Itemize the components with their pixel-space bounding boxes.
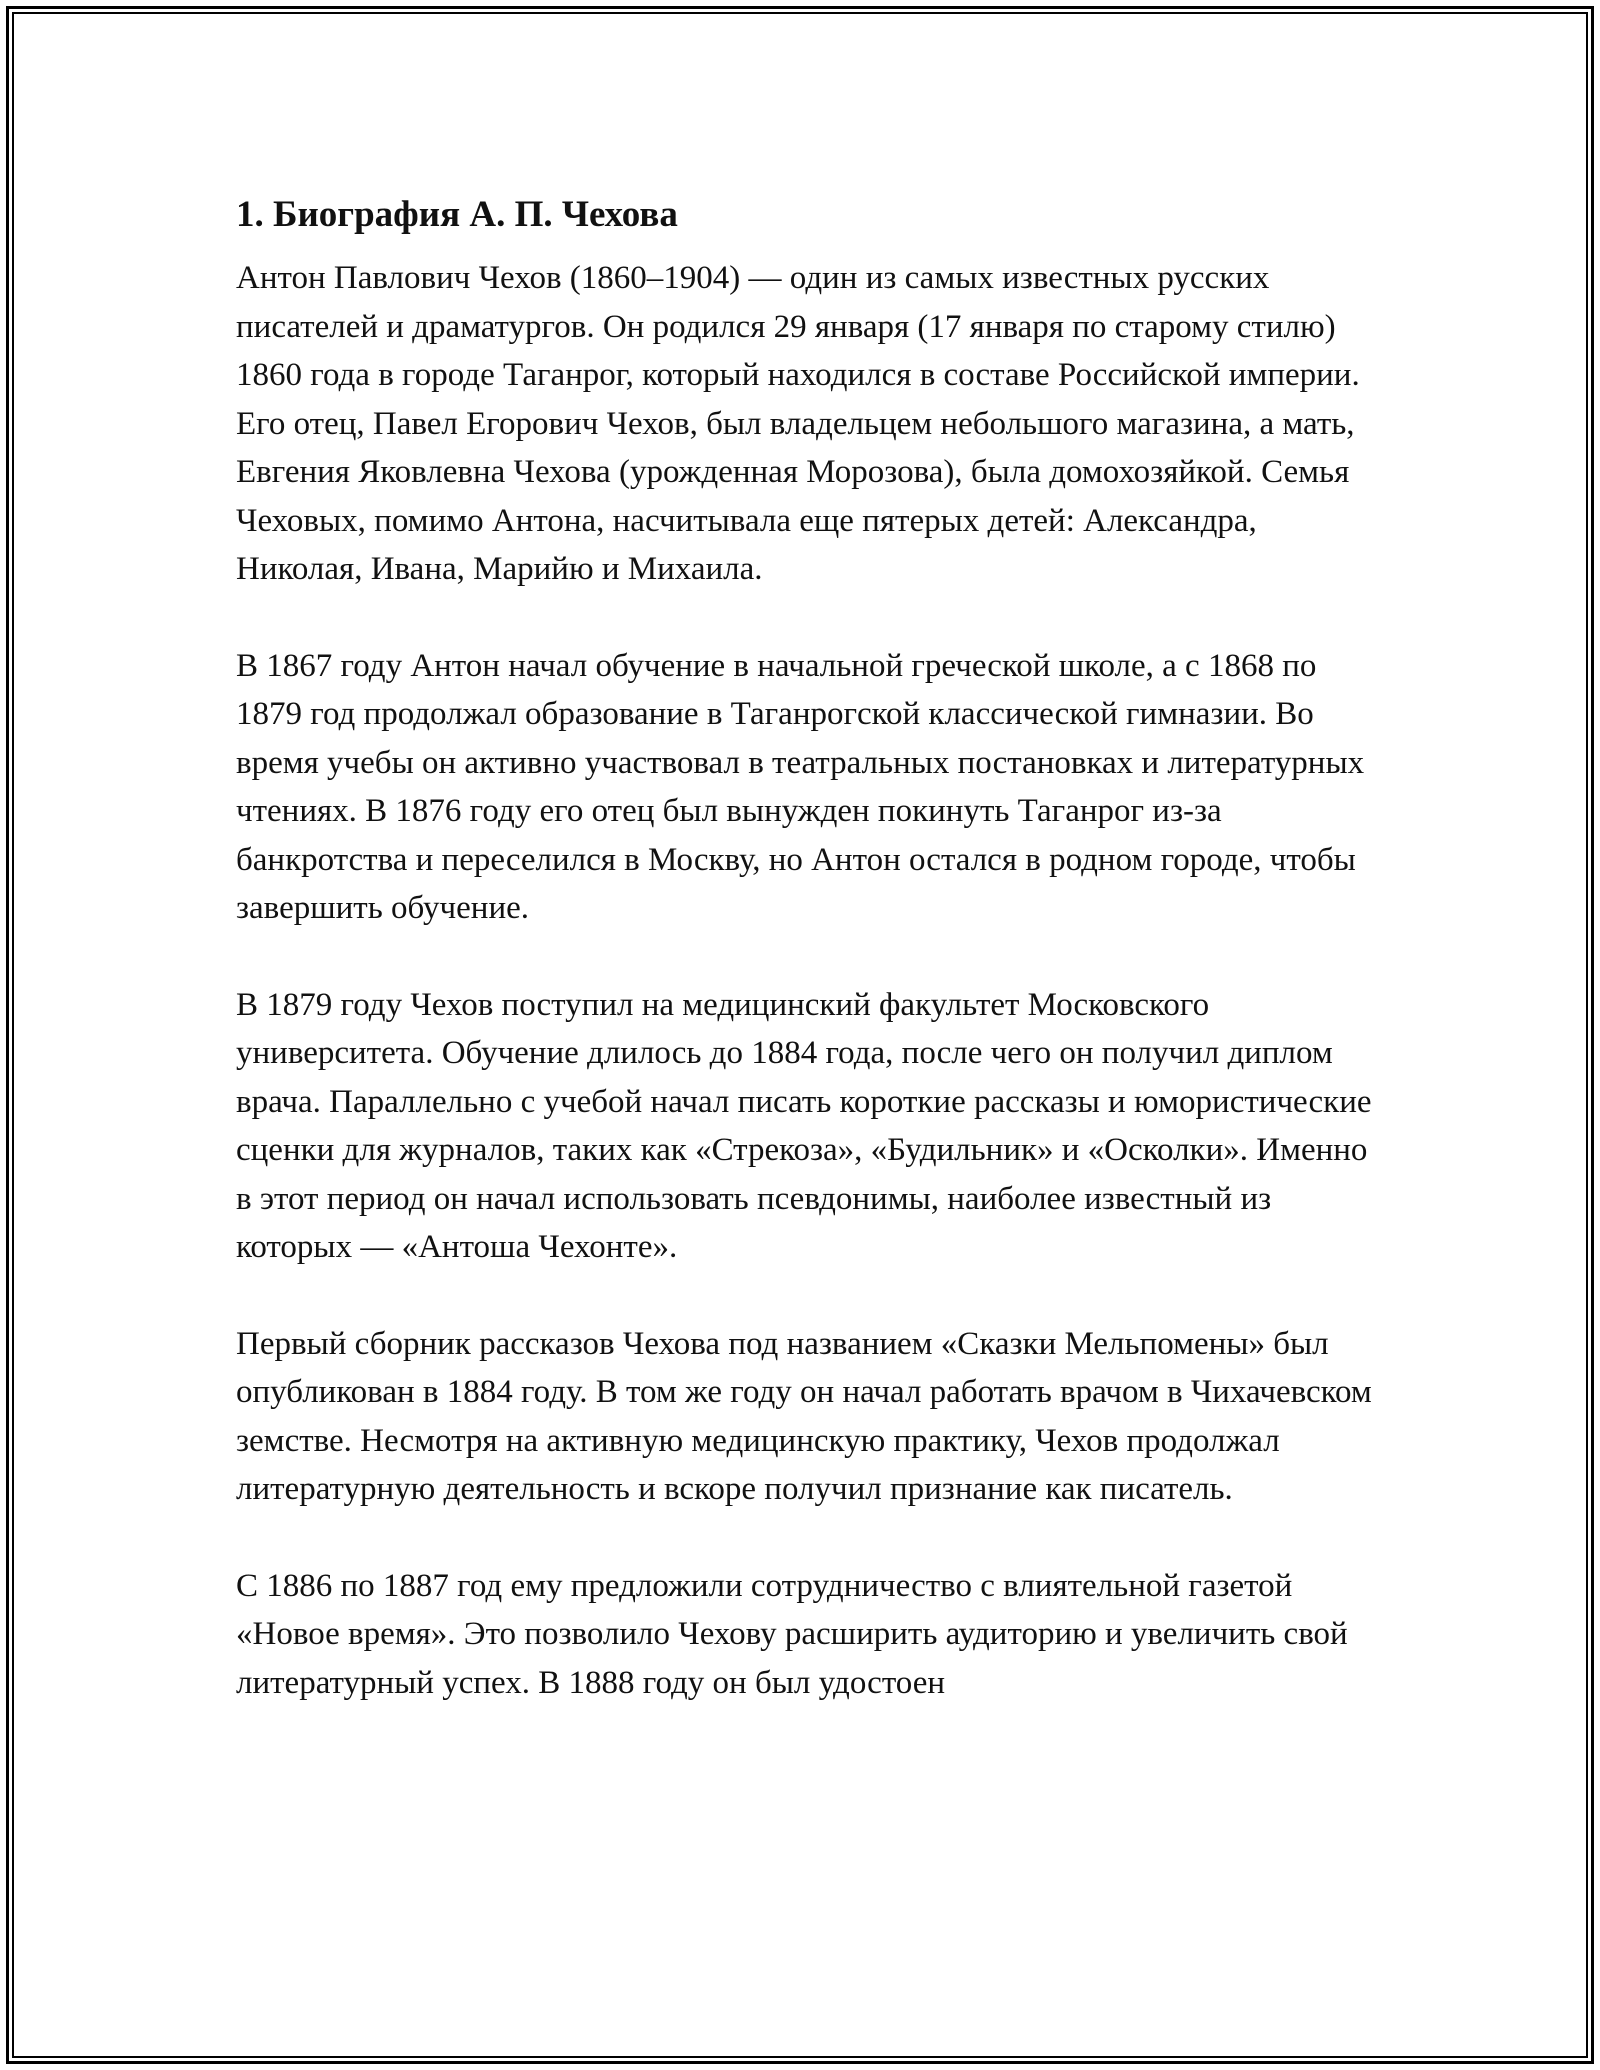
paragraph-school: В 1867 году Антон начал обучение в начальной греческой школе, а с 1868 по 1879 год продолжал образование в Таганрогской классической гимназии. Во время учебы он активно участвовал в театральных постановках и литературных чтениях. В 1876 году его отец был вынужден покинуть Таганрог из-за банкротства и переселился в Москву, но Антон остался в родном городе, чтобы завершить обучение. [236,647,1365,926]
paragraph-first-collection: Первый сборник рассказов Чехова под названием «Сказки Мельпомены» был опубликован в 1884 году. В том же году он начал работать врачом в Чихачевском земстве. Несмотря на активную медицинскую практику, Чехов продолжал литературную деятельность и вскоре получил признание как писатель. [236,1325,1372,1507]
paragraph-early-life: Антон Павлович Чехов (1860–1904) — один из самых известных русских писателей и драматургов. Он родился 29 января (17 января по старому стилю) 1860 года в городе Таганрог, который находился в составе Российской империи. Его отец, Павел Егорович Чехов, был владельцем небольшого магазина, а мать, Евгения Яковлевна Чехова (урожденная Морозова), была домохозяйкой. Семья Чеховых, помимо Антона, насчитывала еще пятерых детей: Александра, Николая, Ивана, Марийю и Михаила. [236,260,1360,587]
paragraph-university: В 1879 году Чехов поступил на медицинский факультет Московского университета. Обучение длилось до 1884 года, после чего он получил диплом врача. Параллельно с учебой начал писать короткие рассказы и юмористические сценки для журналов, таких как «Стрекоза», «Будильник» и «Осколки». Именно в этот период он начал использовать псевдонимы, наиболее известный из которых — «Антоша Чехонте». [236,986,1372,1265]
section-heading: 1. Биография А. П. Чехова [236,194,678,235]
paragraph-novoe-vremya: С 1886 по 1887 год ему предложили сотрудничество с влиятельной газетой «Новое время». Это позволило Чехову расширить аудиторию и увеличить свой литературный успех. В 1888 году он был удостоен [236,1567,1348,1701]
document-body [236,186,1376,1707]
